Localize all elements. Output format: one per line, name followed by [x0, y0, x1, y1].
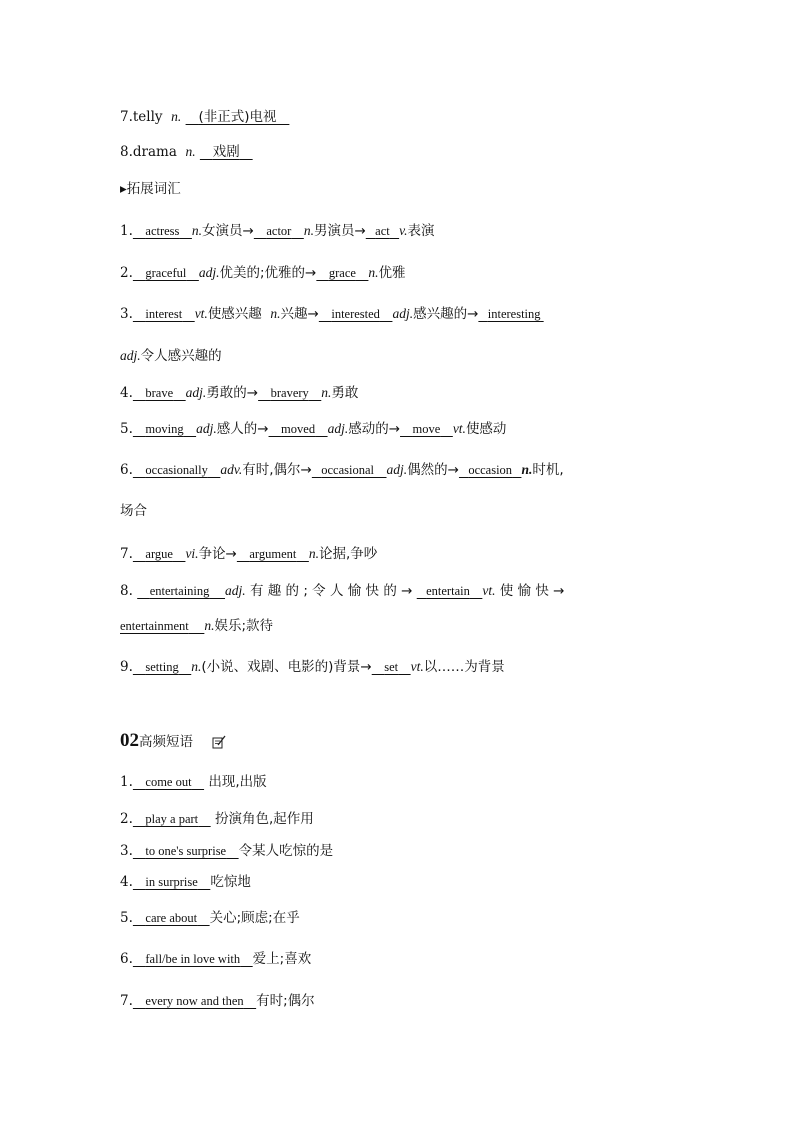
ext-item-8: 8. entertaining adj. 有 趣 的 ; 令 人 愉 快 的 → entertain vt. 使 愉 快 → [120, 583, 565, 599]
phrase-item-5: 5. care about 关心;顾虑;在乎 [120, 910, 300, 926]
answer-blank: 戏剧 [212, 144, 240, 160]
ext-item-3-continued: adj.令人感兴趣的 [120, 348, 222, 364]
phrase-item-1: 1. come out 出现,出版 [120, 774, 267, 790]
vocab-line-7: 7.telly n. (非正式)电视 [120, 108, 289, 126]
section-heading-phrases: 02高频短语 [120, 730, 226, 752]
ext-item-9: 9. setting n.(小说、戏剧、电影的)背景→ set vt.以……为背景 [120, 659, 505, 675]
phrase-item-4: 4. in surprise 吃惊地 [120, 874, 251, 890]
phrase-item-7: 7. every now and then 有时;偶尔 [120, 993, 315, 1009]
vocab-line-8: 8.drama n. 戏剧 [120, 143, 253, 161]
phrase-item-6: 6. fall/be in love with 爱上;喜欢 [120, 951, 312, 967]
answer-blank: (非正式)电视 [198, 109, 277, 125]
ext-item-5: 5. moving adj.感人的→ moved adj.感动的→ move vt.使感动 [120, 421, 507, 437]
phrase-item-2: 2. play a part 扮演角色,起作用 [120, 811, 314, 827]
ext-item-4: 4. brave adj.勇敢的→ bravery n.勇敢 [120, 385, 359, 401]
ext-item-6: 6. occasionally adv.有时,偶尔→ occasional adj.偶然的→ occasion n.时机, [120, 462, 564, 478]
ext-item-7: 7. argue vi.争论→ argument n.论据,争吵 [120, 546, 378, 562]
ext-item-2: 2. graceful adj.优美的;优雅的→ grace n.优雅 [120, 265, 406, 281]
phrase-item-3: 3. to one's surprise 令某人吃惊的是 [120, 843, 334, 859]
ext-item-1: 1. actress n.女演员→ actor n.男演员→ act v.表演 [120, 223, 435, 239]
notepad-pencil-icon [212, 735, 226, 749]
ext-item-6-continued: 场合 [120, 503, 147, 519]
ext-item-3: 3. interest vt.使感兴趣 n.兴趣→ interested adj.感兴趣的→ interesting [120, 306, 541, 322]
section-heading-extended-vocab: ▸拓展词汇 [120, 181, 181, 197]
ext-item-8-continued: entertainment n.娱乐;款待 [120, 618, 274, 634]
